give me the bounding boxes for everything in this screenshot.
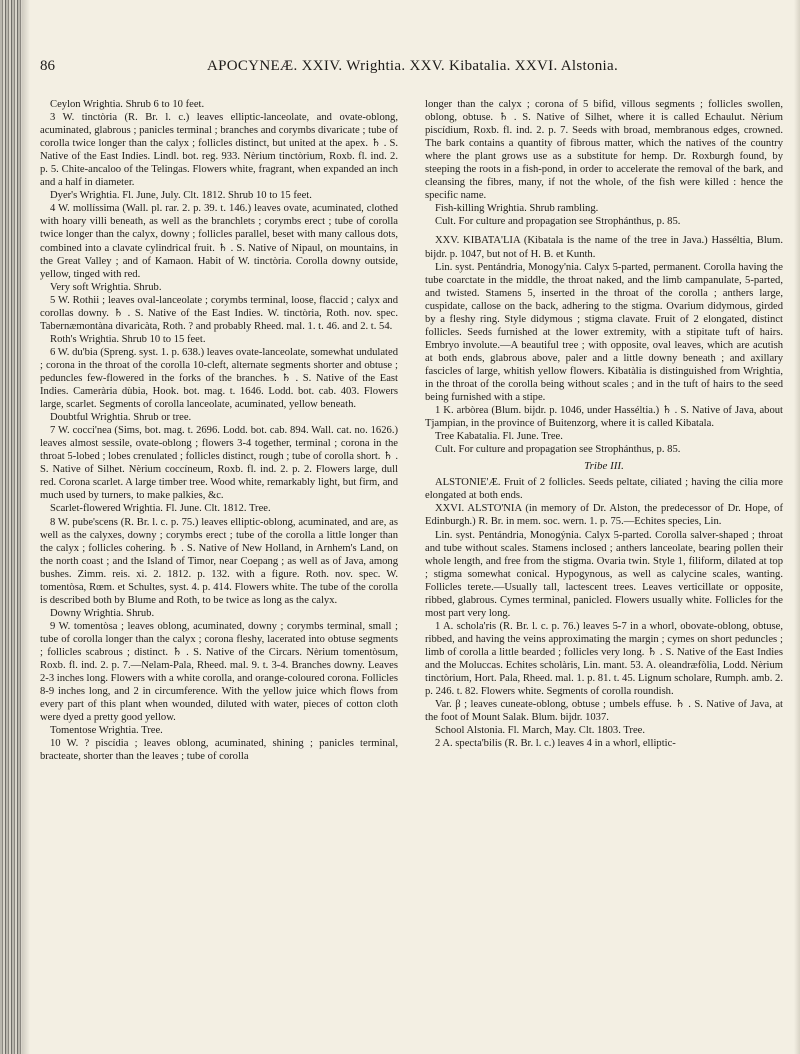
genus-heading-alstonia: XXVI. ALSTO'NIA (in memory of Dr. Alston, the predecessor of Dr. Hope, of Edinburgh.) R. Br. in mem. soc. wern. 1. p. 75.—Echites species, Lin. <box>425 503 783 528</box>
paragraph: Roth's Wrightia. Shrub 10 to 15 feet. <box>50 333 206 345</box>
paragraph: Very soft Wrightia. Shrub. <box>50 281 162 293</box>
paragraph: 1 A. schola'ris (R. Br. l. c. p. 76.) leaves 5-7 in a whorl, obovate-oblong, obtuse, ribbed, and having the veins approximating the margin ; cymes on short peduncles ; limb of corolla a little bearded ; follicles very long. ♄ . S. Native of the East Indies and the Moluccas. Echites scholàris, Lin. mant. 53. A. oleandræfòlia, Lodd. Nèrium tinctòrium, Hort. Pala, Rheed. mal. 1. p. 81. t. 45. Lignum scholare, Rumph. amb. 2. p. 246. t. 82. Flowers white. Segments of corolla roundish. <box>425 620 783 698</box>
page-edge-shadow <box>794 0 800 1054</box>
paragraph: longer than the calyx ; corona of 5 bifid, villous segments ; follicles swollen, oblong, obtuse. ♄ . S. Native of Silhet, where it is called Echaulut. Nèrium piscídium, Roxb. fl. ind. 2. p. 7. Seeds with broad, membranous edges, crowned. The bark contains a quantity of fibrous matter, which the natives of the country where the plant grows use as a substitute for hemp. Dr. Roxburgh found, by steeping the roots in a fish-pond, in order to accelerate the removal of the bark, and cleansing the fibres, many, if not the whole, of the fish were killed : hence the specific name. <box>425 99 783 202</box>
paragraph: Dyer's Wrightia. Fl. June, July. Clt. 1812. Shrub 10 to 15 feet. <box>50 190 312 202</box>
paragraph: 6 W. du'bia (Spreng. syst. 1. p. 638.) leaves ovate-lanceolate, somewhat undulated ; corona in the throat of the corolla 10-cleft, alternate segments shorter and obtuse ; peduncles few-flowered in the forks of the branches. ♄ . S. Native of the East Indies. Camerària dùbia, Hook. bot. mag. t. 1646. Lodd. bot. cab. 403. Flowers large, scarlet. Segments of corolla lanceolate, acuminated, yellow beneath. <box>40 346 398 411</box>
paragraph: 1 K. arbòrea (Blum. bijdr. p. 1046, under Hasséltia.) ♄ . S. Native of Java, about Tjampian, in the province of Buitenzorg, where it is called Kibatala. <box>425 405 783 430</box>
tribe-description: ALSTONIE'Æ. Fruit of 2 follicles. Seeds peltate, ciliated ; having the cilia more elongated at both ends. <box>425 477 783 502</box>
page-header <box>40 58 785 82</box>
paragraph: 9 W. tomentòsa ; leaves oblong, acuminated, downy ; corymbs terminal, small ; tube of corolla longer than the calyx ; corona fleshy, lacerated into obtuse segments ; follicles scabrous ; distinct. ♄ . S. Native of the Circars. Nèrium tomentòsum, Roxb. fl. ind. 2. p. 7.—Nelam-Pala, Rheed. mal. 9. t. 3-4. Branches downy. Leaves 2-3 inches long. Flowers with a white corolla, and orange-coloured corona. Follicles 8-9 inches long, and 2 in circumference. With the yellow juice which flows from every part of this plant when wounded, diluted with water, pieces of cotton cloth were dyed a pretty good yellow. <box>40 620 398 724</box>
genus-heading-kibatalia: XXV. KIBATA'LIA (Kibatala is the name of the tree in Java.) Hasséltia, Blum. bijdr. p. 1047, but not of H. B. et Kunth. <box>425 235 783 260</box>
book-spine-binding <box>0 0 22 1054</box>
tribe-heading: Tribe III. <box>584 460 624 473</box>
paragraph: Doubtful Wrightia. Shrub or tree. <box>50 412 192 424</box>
paragraph: School Alstonia. Fl. March, May. Clt. 1803. Tree. <box>435 725 646 737</box>
paragraph: Downy Wrightia. Shrub. <box>50 607 155 619</box>
page-number: 86 <box>40 58 55 74</box>
paragraph: Lin. syst. Pentándria, Monogýnia. Calyx 5-parted. Corolla salver-shaped ; throat and tube without scales. Stamens inclosed ; anthers lanceolate, bearing pollen their whole length, and free from the stigma. Ovaria twin. Style 1, filiform, dilated at top ; stigma somewhat conical. Hypogynous, as well as calycine scales, wanting. Follicles terete.—Usually tall, lactescent trees. Leaves verticillate or opposite, ribbed, glabrous. Cymes terminal, panicled. Flowers usually white. Follicles for the most part very long. <box>425 529 783 619</box>
paragraph: Cult. For culture and propagation see Strophánthus, p. 85. <box>435 444 681 456</box>
gutter-shadow <box>22 0 30 1054</box>
running-head: APOCYNEÆ. XXIV. Wrightia. XXV. Kibatalia. XXVI. Alstonia. <box>206 58 619 74</box>
paragraph: Cult. For culture and propagation see Strophánthus, p. 85. <box>435 216 681 228</box>
right-column <box>425 98 783 750</box>
paragraph: Scarlet-flowered Wrightia. Fl. June. Clt. 1812. Tree. <box>50 503 271 515</box>
paragraph: 8 W. pube'scens (R. Br. l. c. p. 75.) leaves elliptic-oblong, acuminated, and are, as well as the calyxes, downy ; corymbs erect ; tube of the corolla a little longer than the calyx ; follicles cohering. ♄ . S. Native of New Holland, in Arnhem's Land, on the north coast ; and the Island of Timor, near Coepang ; as well as of Java, among bushes. Zimm. reis. xi. 2. 1812. p. 132. with a figure. Roth. nov. spec. W. tomentòsa, Rœm. et Schultes, syst. 4. p. 414. Flowers white. The tube of the corolla is described both by Blume and Roth, to be twice as long as the calyx. <box>40 516 398 606</box>
paragraph: Var. β ; leaves cuneate-oblong, obtuse ; umbels effuse. ♄ . S. Native of Java, at the foot of Mount Salak. Blum. bijdr. 1037. <box>425 699 783 724</box>
paragraph: Lin. syst. Pentándria, Monogy'nia. Calyx 5-parted, permanent. Corolla having the tube coarctate in the middle, the throat naked, and the limb campanulate, 5-parted, and twisted. Stamens 5, inserted in the throat of the corolla ; anthers large, cuspidate, callose on the back, adhering to the stigma. Ovarium didymous, girded by a fleshy ring. Style didymous ; stigma clavate. Fruit of 2 elongated, distinct follicles. Seeds furnished at the lower extremity, with a stipitate tuft of hairs. Embryo involute.—A beautiful tree ; with opposite, oval leaves, which are acutish at both ends, glabrous above, paler and a little downy beneath ; and axillary fascicles of large, whitish yellow flowers. Kibatàlia is distinguished from Wrightia, in the throat of the corolla being without scales ; and in the tuft of hairs to the seed being furnished with a stipe. <box>425 261 783 404</box>
paragraph: 2 A. specta'bilis (R. Br. l. c.) leaves 4 in a whorl, elliptic- <box>435 738 676 750</box>
paragraph: Fish-killing Wrightia. Shrub rambling. <box>435 203 599 215</box>
left-column <box>40 98 398 763</box>
paragraph: Tree Kabatalia. Fl. June. Tree. <box>435 431 563 443</box>
paragraph: 10 W. ? piscídia ; leaves oblong, acuminated, shining ; panicles terminal, bracteate, shorter than the leaves ; tube of corolla <box>40 738 398 763</box>
paragraph: 3 W. tinctòria (R. Br. l. c.) leaves elliptic-lanceolate, and ovate-oblong, acuminated, glabrous ; panicles terminal ; branches and corymbs divaricate ; tube of corolla twice longer than the calyx ; follicles distinct, but united at the apex. ♄ . S. Native of the East Indies. Lindl. bot. reg. 933. Nèrium tinctòrium, Roxb. fl. ind. 2. p. 5. Chite-ancaloo of the Telingas. Flowers white, fragrant, when expanded an inch and a half in diameter. <box>40 112 398 189</box>
paragraph: 5 W. Rothii ; leaves oval-lanceolate ; corymbs terminal, loose, flaccid ; calyx and corollas downy. ♄ . S. Native of the East Indies. W. tinctòria, Roth. nov. spec. Tabernæmontàna divaricàta, Roth. ? and probably Rheed. mal. 1. t. 46. and 2. t. 54. <box>40 294 398 332</box>
paragraph: 7 W. cocci'nea (Sims, bot. mag. t. 2696. Lodd. bot. cab. 894. Wall. cat. no. 1626.) leaves almost sessile, ovate-oblong ; flowers 3-4 together, terminal ; corona in the throat 5-lobed ; lobes crenulated ; follicles distinct, rough ; tube of corolla short. ♄ . S. Native of Silhet. Nèrium coccíneum, Roxb. fl. ind. 2. p. 2. Flowers large, dull red. Corona scarlet. A large timber tree. Wood white, remarkably light, but firm, and much used by turners, to make palkies, &c. <box>40 425 398 502</box>
paragraph: 4 W. mollíssima (Wall. pl. rar. 2. p. 39. t. 146.) leaves ovate, acuminated, clothed with hoary villi beneath, as well as the branchlets ; corymbs erect ; tube of corolla twice longer than the calyx, downy ; follicles parallel, beset with many callous dots, combined into a clavate cylindrical fruit. ♄ . S. Native of Nipaul, on mountains, in the Great Valley ; and of Kamaon. Habit of W. tinctòria. Corolla downy outside, yellow, tinged with red. <box>40 203 398 280</box>
paragraph: Tomentose Wrightia. Tree. <box>50 725 163 737</box>
paragraph: Ceylon Wrightia. Shrub 6 to 10 feet. <box>50 99 205 110</box>
